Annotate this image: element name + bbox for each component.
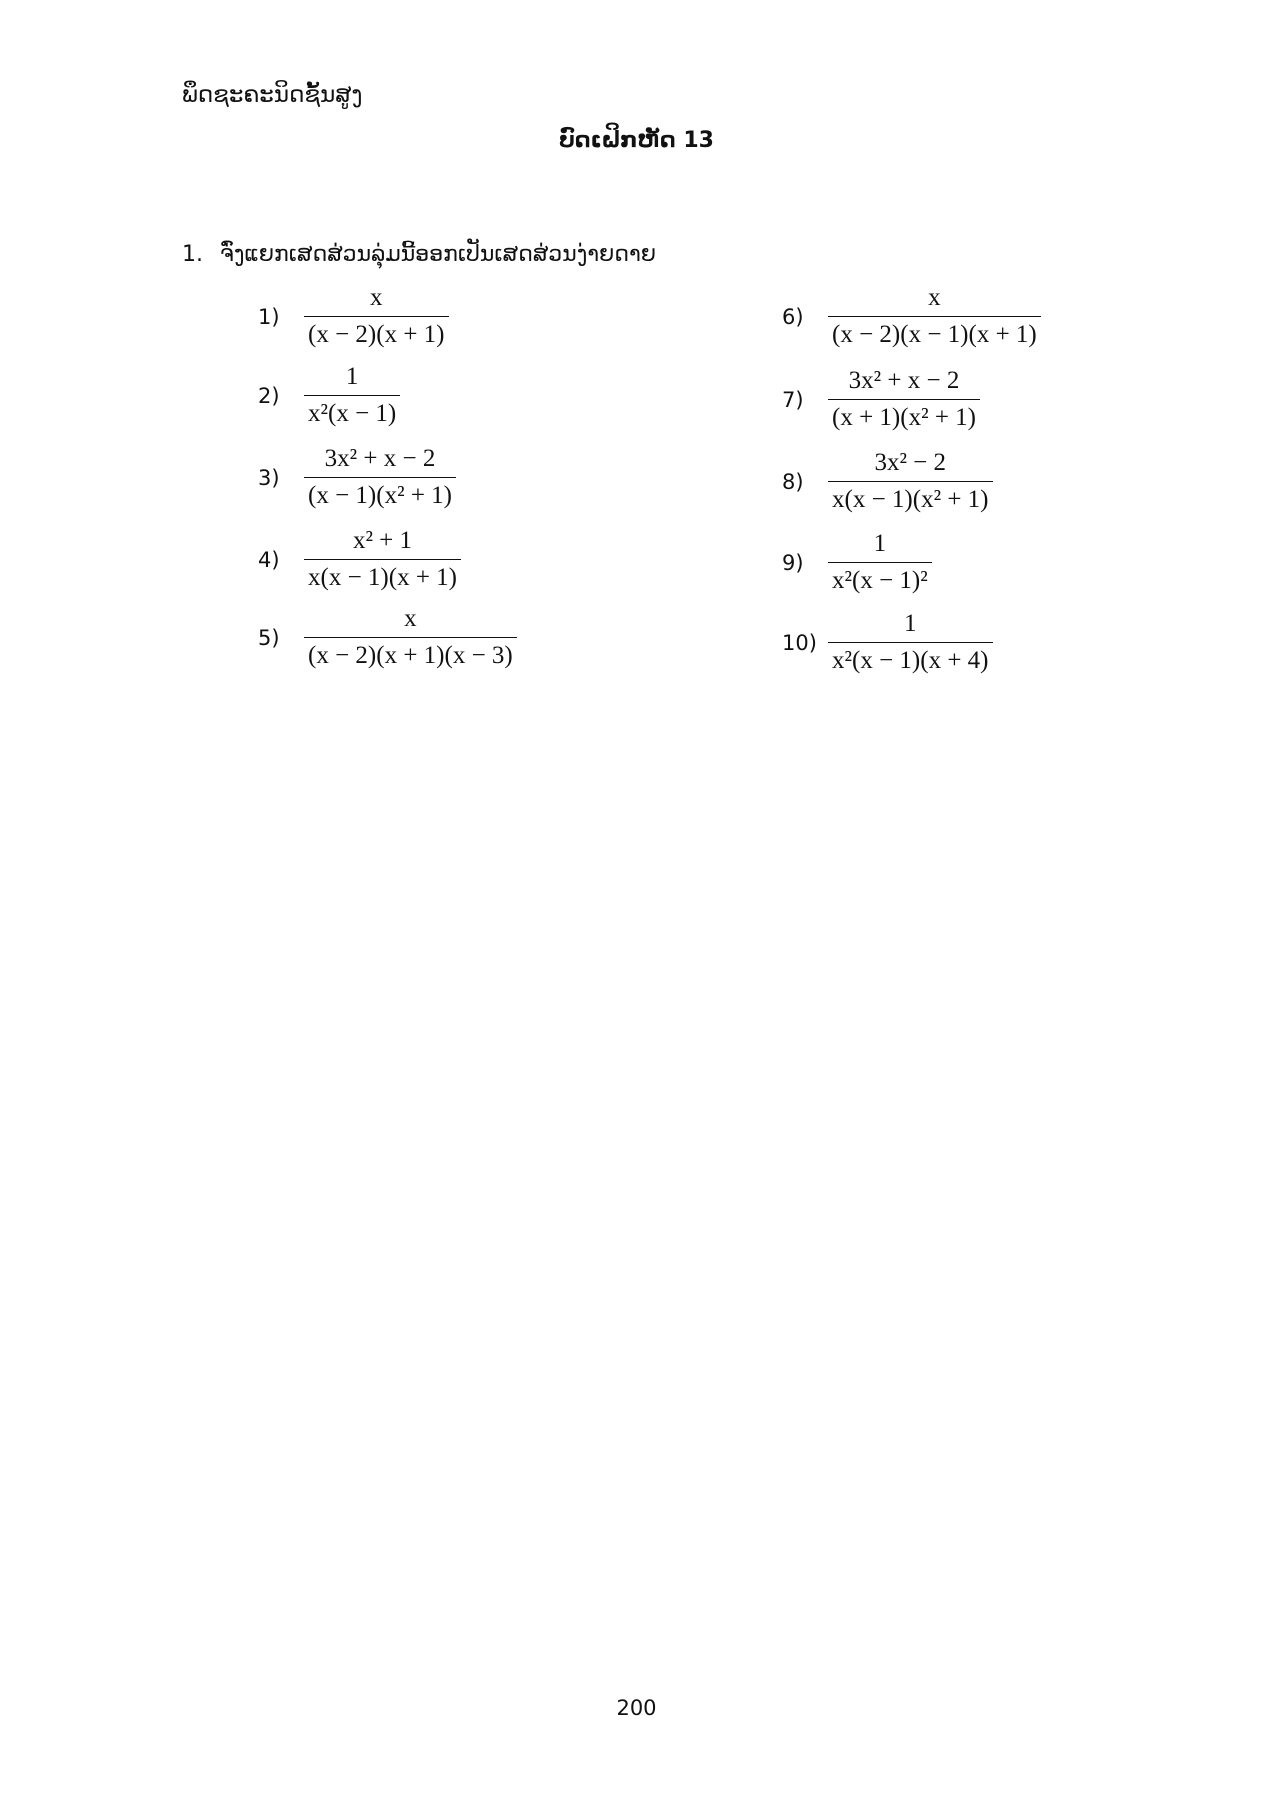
numerator: 3x² − 2 xyxy=(874,448,947,476)
fraction xyxy=(828,529,932,596)
numerator: x xyxy=(928,283,941,311)
problem-9 xyxy=(782,522,932,602)
numerator: 1 xyxy=(345,362,359,390)
denominator: x²(x − 1) xyxy=(304,395,400,429)
numerator: 3x² + x − 2 xyxy=(324,444,436,472)
header-subject: ພຶດຊະຄະນິດຊັ້ນສູງ xyxy=(182,82,363,108)
denominator: x²(x − 1)² xyxy=(828,562,932,596)
fraction xyxy=(828,283,1041,350)
problem-label: 8) xyxy=(782,470,804,494)
denominator: x(x − 1)(x² + 1) xyxy=(828,481,993,515)
problem-label: 1) xyxy=(258,305,280,329)
denominator: (x − 2)(x − 1)(x + 1) xyxy=(828,316,1041,350)
problem-label: 9) xyxy=(782,551,804,575)
question-text: ຈົ່ງແຍກເສດສ່ວນລຸ່ມນີ້ອອກເປັນເສດສ່ວນງ່າຍດາຍ xyxy=(220,242,657,267)
problem-label: 2) xyxy=(258,384,280,408)
denominator: (x − 2)(x + 1) xyxy=(304,316,449,350)
problem-2 xyxy=(258,355,400,435)
fraction xyxy=(828,366,980,433)
denominator: (x + 1)(x² + 1) xyxy=(828,399,980,433)
problem-label: 4) xyxy=(258,548,280,572)
numerator: x xyxy=(404,604,417,632)
problem-6 xyxy=(782,276,1041,356)
problem-10 xyxy=(782,602,993,682)
numerator: x² + 1 xyxy=(352,526,413,554)
problem-label: 10) xyxy=(782,631,817,655)
fraction xyxy=(304,444,456,511)
problem-3 xyxy=(258,437,456,517)
numerator: x xyxy=(370,283,383,311)
fraction xyxy=(304,283,449,350)
question-number: 1. xyxy=(182,242,203,267)
problem-4 xyxy=(258,519,461,599)
problem-7 xyxy=(782,359,980,439)
numerator: 3x² + x − 2 xyxy=(848,366,960,394)
denominator: (x − 2)(x + 1)(x − 3) xyxy=(304,637,517,671)
problem-label: 5) xyxy=(258,626,280,650)
fraction xyxy=(304,604,517,671)
numerator: 1 xyxy=(873,529,887,557)
problem-label: 3) xyxy=(258,466,280,490)
fraction xyxy=(828,609,993,676)
question-1 xyxy=(182,240,656,270)
problem-8 xyxy=(782,441,993,521)
denominator: x(x − 1)(x + 1) xyxy=(304,559,461,593)
problem-1 xyxy=(258,276,449,356)
denominator: x²(x − 1)(x + 4) xyxy=(828,642,993,676)
fraction xyxy=(304,362,400,429)
page-number: 200 xyxy=(616,1696,657,1720)
fraction xyxy=(304,526,461,593)
problem-5 xyxy=(258,597,517,677)
fraction xyxy=(828,448,993,515)
denominator: (x − 1)(x² + 1) xyxy=(304,477,456,511)
problem-label: 6) xyxy=(782,305,804,329)
problem-label: 7) xyxy=(782,388,804,412)
numerator: 1 xyxy=(904,609,917,637)
exercise-title: ບົດເຝິກຫັດ 13 xyxy=(559,128,714,153)
